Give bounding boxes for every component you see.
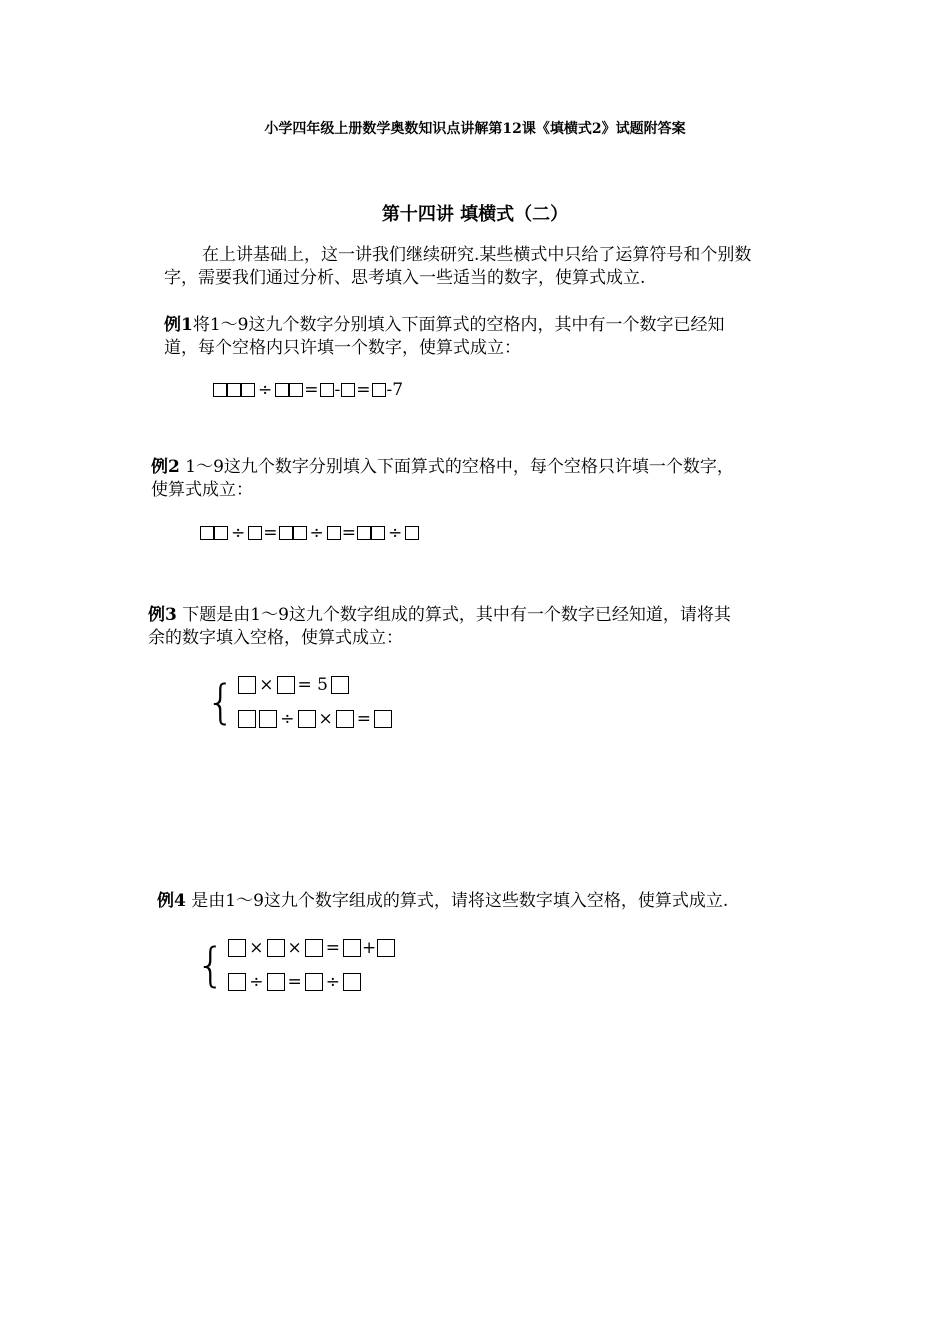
document-title: 小学四年级上册数学奥数知识点讲解第12课《填横式2》试题附答案 (264, 121, 686, 137)
example-3-label: 例3 (148, 605, 177, 625)
blank-box (238, 710, 256, 728)
times-operator: × (318, 709, 333, 729)
blank-box (331, 676, 349, 694)
lecture-heading: 第十四讲 填横式（二） (381, 204, 569, 225)
blank-box (298, 710, 316, 728)
example-1-text-1: 将1～9这九个数字分别填入下面算式的空格内，其中有一个数字已经知 (192, 315, 725, 335)
blank-box (372, 383, 386, 397)
example-1-line-2: 道，每个空格内只许填一个数字，使算式成立： (164, 338, 521, 358)
blank-box (228, 939, 246, 957)
example-4-text-1: 是由1～9这九个数字组成的算式，请将这些数字填入空格，使算式成立. (191, 891, 729, 911)
blank-box (343, 939, 361, 957)
blank-box (227, 383, 241, 397)
example-2-line-2: 使算式成立： (151, 480, 253, 500)
example-2-text-1: 1～9这九个数字分别填入下面算式的空格中，每个空格只许填一个数字， (185, 457, 734, 477)
blank-box (279, 526, 293, 540)
divide-operator: ÷ (388, 523, 403, 543)
blank-box (327, 526, 341, 540)
equals-five: = 5 (297, 675, 328, 695)
example-2-line-1 (151, 456, 734, 479)
equals-operator: = (325, 938, 341, 958)
equals-operator: = (304, 380, 319, 400)
equals-operator: = (287, 972, 302, 992)
example-3-line-2: 余的数字填入空格，使算式成立： (148, 628, 403, 648)
blank-box (405, 526, 419, 540)
blank-box (343, 973, 361, 991)
example-2-formula (200, 523, 419, 543)
equals-operator: = (341, 523, 356, 543)
curly-brace-icon: { (196, 938, 226, 992)
example-4-label: 例4 (157, 891, 186, 911)
example-4-equation-2 (228, 970, 395, 994)
curly-brace-icon: { (206, 675, 236, 729)
blank-box (214, 526, 228, 540)
blank-box (200, 526, 214, 540)
example-3-equation-2 (238, 707, 392, 731)
blank-box (341, 383, 355, 397)
blank-box (371, 526, 385, 540)
example-1-label: 例1 (164, 315, 193, 335)
example-4-line-1 (157, 890, 728, 913)
times-operator: × (259, 675, 274, 695)
divide-operator: ÷ (231, 523, 246, 543)
blank-box (259, 710, 277, 728)
blank-box (248, 526, 262, 540)
times-operator: × (287, 938, 302, 958)
blank-box (289, 383, 303, 397)
example-2-label: 例2 (151, 457, 180, 477)
equals-operator: = (263, 523, 278, 543)
example-4-equation-1 (228, 936, 395, 960)
blank-box (305, 939, 323, 957)
divide-operator: ÷ (249, 972, 264, 992)
divide-operator: ÷ (325, 972, 341, 992)
blank-box (377, 939, 395, 957)
equals-operator: = (356, 380, 371, 400)
divide-operator: ÷ (258, 380, 273, 400)
blank-box (336, 710, 354, 728)
blank-box (228, 973, 246, 991)
blank-box (267, 973, 285, 991)
plus-operator: + (362, 938, 377, 958)
times-operator: × (249, 938, 264, 958)
minus-operator: - (334, 380, 341, 400)
intro-line-1: 在上讲基础上，这一讲我们继续研究.某些横式中只给了运算符号和个别数 (202, 245, 752, 265)
blank-box (357, 526, 371, 540)
blank-box (267, 939, 285, 957)
example-4-system (196, 936, 395, 994)
example-3-equation-1 (238, 673, 392, 697)
blank-box (293, 526, 307, 540)
example-1-line-1 (164, 314, 724, 337)
blank-box (275, 383, 289, 397)
minus-seven: -7 (386, 380, 404, 400)
blank-box (374, 710, 392, 728)
blank-box (238, 676, 256, 694)
example-3-text-1: 下题是由1～9这九个数字组成的算式，其中有一个数字已经知道，请将其 (182, 605, 731, 625)
blank-box (277, 676, 295, 694)
blank-box (305, 973, 323, 991)
blank-box (213, 383, 227, 397)
divide-operator: ÷ (309, 523, 324, 543)
example-3-system (206, 673, 392, 731)
example-1-formula (213, 380, 404, 400)
intro-line-2: 字，需要我们通过分析、思考填入一些适当的数字，使算式成立. (164, 268, 646, 288)
equals-operator: = (356, 709, 372, 729)
blank-box (320, 383, 334, 397)
example-3-line-1 (148, 604, 731, 627)
divide-operator: ÷ (280, 709, 295, 729)
blank-box (241, 383, 255, 397)
